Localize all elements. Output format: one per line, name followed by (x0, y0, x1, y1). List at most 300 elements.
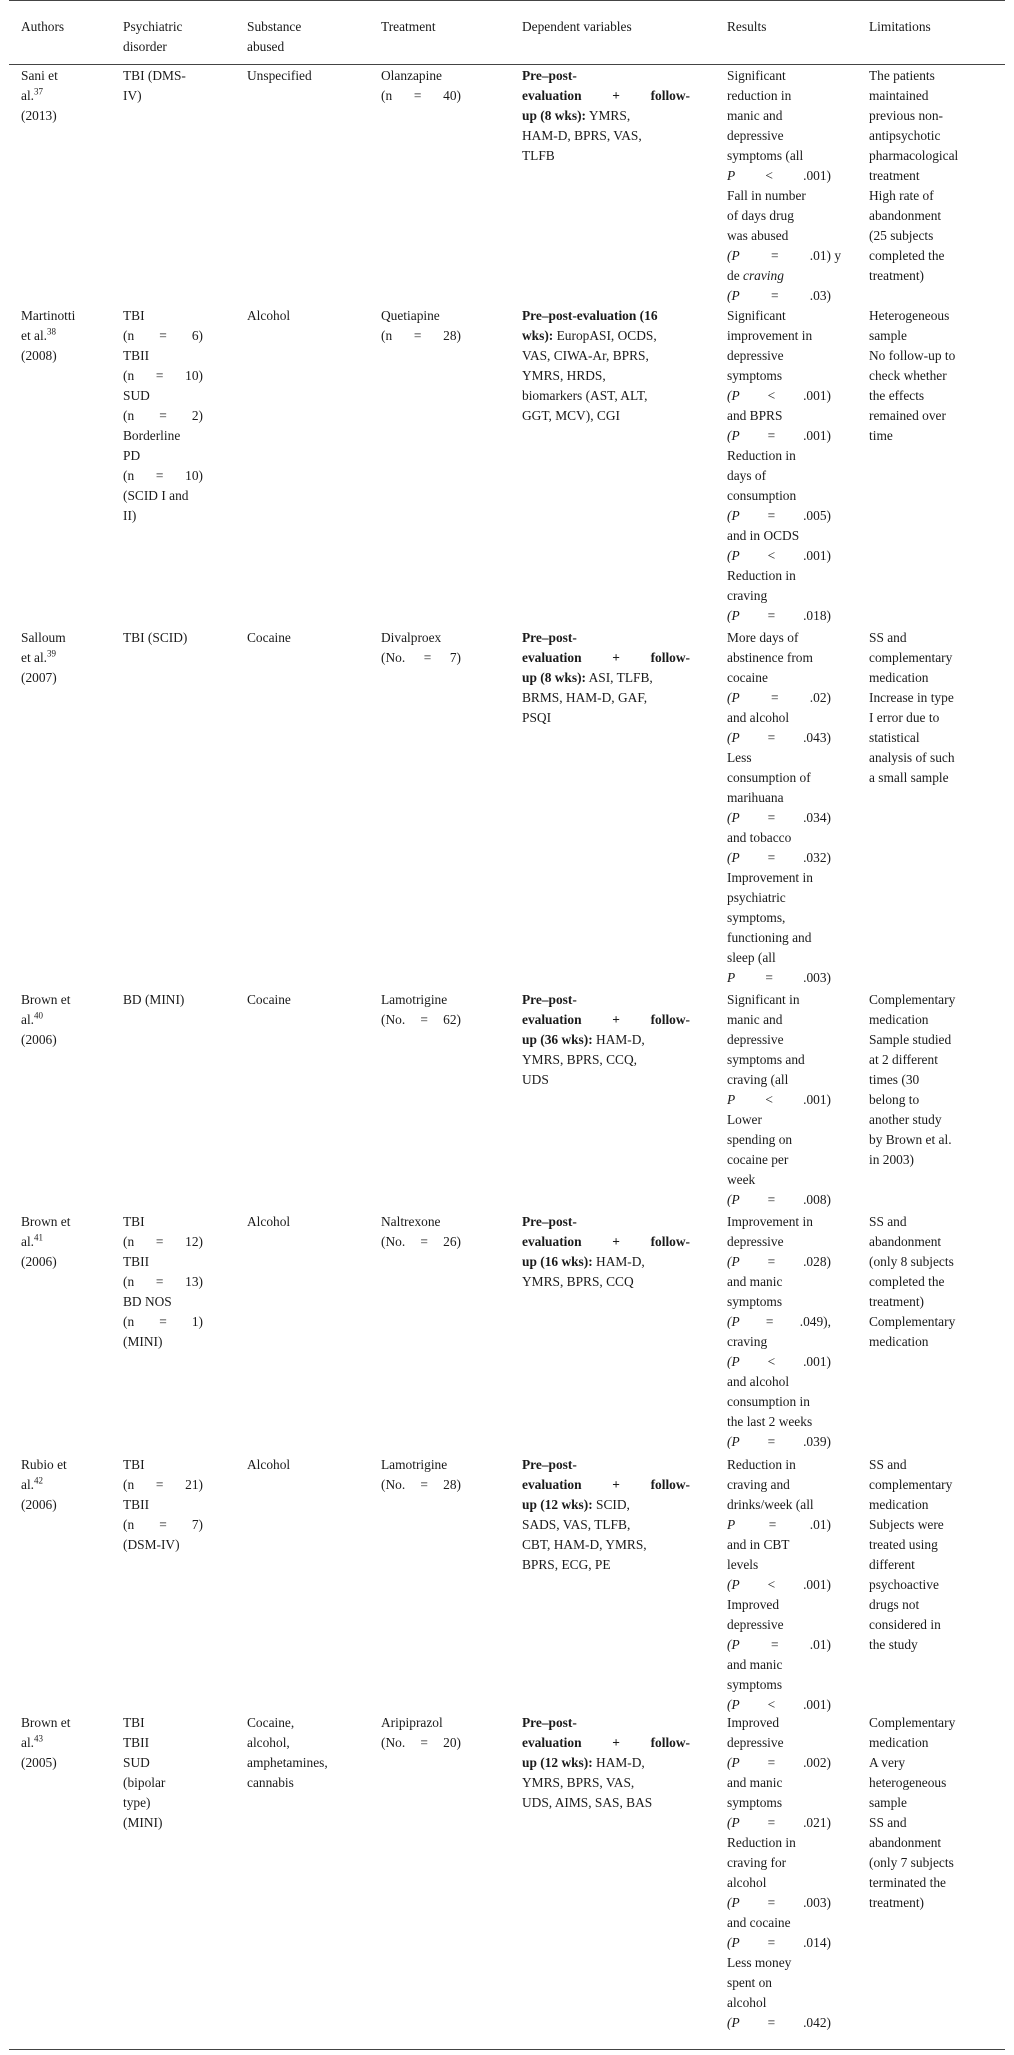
text-fragment: check whether (869, 368, 947, 383)
cell-line (727, 948, 847, 968)
text-fragment: = (159, 408, 167, 423)
text-fragment: time (869, 428, 893, 443)
text-fragment: (n (123, 328, 135, 343)
cell-line (869, 1495, 999, 1515)
cell-line (123, 326, 203, 346)
text-fragment: 7) (449, 650, 461, 665)
cell-line (123, 1535, 223, 1555)
text-fragment: 6) (191, 328, 203, 343)
text-fragment: symptoms, (727, 910, 786, 925)
text-fragment: and manic (727, 1775, 783, 1790)
text-fragment: Olanzapine (381, 68, 442, 83)
text-fragment: depressive (727, 1617, 784, 1632)
cell-line (727, 908, 847, 928)
cell-line (727, 1212, 847, 1232)
cell-line (522, 1455, 690, 1475)
text-fragment: = (155, 1477, 164, 1492)
text-fragment: .001) (803, 1354, 831, 1369)
text-fragment: = (767, 1434, 776, 1449)
text-fragment: up (8 wks): (522, 108, 586, 123)
text-fragment: = (770, 248, 779, 263)
text-fragment: the last 2 weeks (727, 1414, 813, 1429)
text-fragment: treated using (869, 1537, 938, 1552)
text-fragment: I error due to (869, 710, 940, 725)
cell-line (869, 1713, 999, 1733)
text-fragment: (P (727, 730, 740, 745)
text-fragment: abandonment (869, 1234, 942, 1249)
text-fragment: (P (727, 810, 740, 825)
text-fragment: (n (123, 1517, 135, 1532)
cell-line (21, 1733, 70, 1753)
text-fragment: at 2 different (869, 1052, 938, 1067)
cell-line (869, 728, 999, 748)
text-fragment: IV) (123, 88, 142, 103)
text-fragment: .014) (803, 1935, 831, 1950)
text-fragment: TBI (123, 1457, 145, 1472)
cell-line (869, 206, 999, 226)
cell-line (727, 1695, 831, 1715)
treatment-cell (381, 1212, 501, 1252)
text-fragment: functioning and (727, 930, 812, 945)
cell-line (247, 1212, 367, 1232)
text-fragment: follow- (650, 88, 690, 103)
text-fragment: Subjects were (869, 1517, 944, 1532)
text-fragment: + (612, 1477, 620, 1492)
text-fragment: .018) (803, 608, 831, 623)
text-fragment: (2007) (21, 670, 57, 685)
author-cell (21, 306, 75, 366)
text-fragment: BPRS, ECG, PE (522, 1557, 611, 1572)
text-fragment: Complementary (869, 1314, 956, 1329)
cell-line (381, 1733, 461, 1753)
cell-line: (P = .01) y (727, 246, 847, 266)
cell-line (123, 628, 223, 648)
text-fragment: depressive (727, 1735, 784, 1750)
text-fragment: by Brown et al. (869, 1132, 952, 1147)
cell-line (123, 446, 223, 466)
text-fragment: Reduction in (727, 448, 796, 463)
cell-line (869, 708, 999, 728)
text-fragment: = (423, 650, 432, 665)
cell-line (727, 990, 847, 1010)
text-fragment: terminated the (869, 1875, 946, 1890)
dependent-variables-cell (522, 66, 690, 166)
cell-line (21, 1753, 70, 1773)
results-cell (727, 306, 847, 626)
cell-line (727, 1713, 847, 1733)
cell-line (727, 266, 847, 286)
cell-line (727, 1412, 847, 1432)
text-fragment: Fall in number (727, 188, 806, 203)
cell-line (869, 1312, 999, 1332)
cell-line (869, 990, 999, 1010)
cell-line (869, 1615, 999, 1635)
text-fragment: up (8 wks): (522, 670, 586, 685)
text-fragment: = (767, 1192, 776, 1207)
cell-line (522, 106, 690, 126)
text-fragment: consumption in (727, 1394, 810, 1409)
cell-line (727, 1733, 847, 1753)
header-results: Results (727, 19, 767, 34)
cell-line (21, 990, 70, 1010)
cell-line (522, 1070, 690, 1090)
text-fragment: + (612, 1735, 620, 1750)
cell-line (727, 648, 847, 668)
results-cell (727, 1212, 847, 1452)
cell-line (727, 486, 847, 506)
text-fragment: < (767, 1577, 776, 1592)
cell-line (522, 406, 690, 426)
text-fragment: Unspecified (247, 68, 312, 83)
text-fragment: and manic (727, 1657, 783, 1672)
cell-line (727, 306, 847, 326)
text-fragment: Lamotrigine (381, 992, 448, 1007)
author-cell (21, 990, 70, 1050)
text-fragment: Pre–post- (522, 630, 577, 645)
text-fragment: = (767, 810, 776, 825)
treatment-cell (381, 66, 501, 106)
text-fragment: Lamotrigine (381, 1457, 448, 1472)
cell-line (381, 1455, 501, 1475)
cell-line (522, 1252, 690, 1272)
text-fragment: = (420, 1012, 428, 1027)
cell-line (522, 1030, 690, 1050)
cell-line (727, 928, 847, 948)
text-fragment: evaluation (522, 1735, 582, 1750)
text-fragment: P (727, 1092, 736, 1107)
text-fragment: Pre–post- (522, 1214, 577, 1229)
text-fragment: TBI (123, 1715, 145, 1730)
cell-line (869, 1332, 999, 1352)
text-fragment: TBI (123, 1214, 145, 1229)
text-fragment: (only 8 subjects (869, 1254, 954, 1269)
cell-line (869, 226, 999, 246)
text-fragment: evaluation (522, 1012, 582, 1027)
cell-line (869, 1475, 999, 1495)
text-fragment: Quetiapine (381, 308, 440, 323)
text-fragment: SUD (123, 388, 150, 403)
header-substance: Substance abused (247, 19, 302, 54)
cell-line (727, 828, 847, 848)
text-fragment: Pre–post- (522, 68, 577, 83)
text-fragment: considered in (869, 1617, 941, 1632)
text-fragment: Cocaine (247, 630, 291, 645)
text-fragment: TBII (123, 1497, 150, 1512)
text-fragment: (2006) (21, 1254, 57, 1269)
text-fragment: manic and (727, 1012, 783, 1027)
text-fragment: BD (MINI) (123, 992, 185, 1007)
header-limitations: Limitations (869, 19, 931, 34)
text-fragment: = (767, 2015, 776, 2030)
text-fragment: 12) (185, 1234, 203, 1249)
text-fragment: consumption (727, 488, 797, 503)
cell-line (123, 506, 223, 526)
text-fragment: (No. (381, 1477, 406, 1492)
text-fragment: II) (123, 508, 137, 523)
text-fragment: SS and (869, 1214, 907, 1229)
text-fragment: and BPRS (727, 408, 783, 423)
cell-line (21, 1212, 70, 1232)
text-fragment: (n (123, 1477, 135, 1492)
text-fragment: belong to (869, 1092, 920, 1107)
text-fragment: completed the (869, 1274, 945, 1289)
cell-line (123, 346, 223, 366)
cell-line (21, 66, 58, 86)
cell-line (21, 1232, 70, 1252)
text-fragment: P (727, 970, 736, 985)
text-fragment: TBII (123, 348, 150, 363)
dependent-variables-cell (522, 306, 690, 426)
cell-line (522, 66, 690, 86)
results-cell (727, 1455, 847, 1715)
text-fragment: (P (727, 1254, 740, 1269)
text-fragment: (P (727, 1577, 740, 1592)
text-fragment: (P (727, 1697, 740, 1712)
text-fragment: al. (21, 1477, 35, 1492)
text-fragment: treatment) (869, 268, 925, 283)
text-fragment: (2006) (21, 1032, 57, 1047)
cell-line (727, 1352, 831, 1372)
text-fragment: 28) (443, 1477, 461, 1492)
cell-line (727, 606, 831, 626)
cell-line (381, 1212, 501, 1232)
cell-line (869, 628, 999, 648)
text-fragment: (n (123, 408, 135, 423)
cell-line (522, 1713, 690, 1733)
text-fragment: = (767, 730, 776, 745)
text-fragment: craving and (727, 1477, 790, 1492)
cell-line (21, 668, 66, 688)
cell-line (381, 1010, 461, 1030)
text-fragment: (n (123, 368, 135, 383)
text-fragment: Cocaine, (247, 1715, 295, 1730)
text-fragment: (P (727, 850, 740, 865)
text-fragment: YMRS, (588, 108, 631, 123)
cell-line (869, 166, 999, 186)
text-fragment: = (767, 1935, 776, 1950)
cell-line (727, 366, 847, 386)
text-fragment: = (159, 1517, 167, 1532)
cell-line (727, 1873, 847, 1893)
cell-line (123, 1515, 203, 1535)
text-fragment: (P (727, 1755, 740, 1770)
text-fragment: 26) (443, 1234, 461, 1249)
text-fragment: PD (123, 448, 141, 463)
text-fragment: spending on (727, 1132, 793, 1147)
text-fragment: and alcohol (727, 1374, 790, 1389)
text-fragment: abandonment (869, 208, 942, 223)
cell-line (869, 386, 999, 406)
text-fragment: = (155, 468, 164, 483)
cell-line (869, 1070, 999, 1090)
text-fragment: depressive (727, 128, 784, 143)
cell-line (727, 1495, 847, 1515)
cell-line (381, 326, 461, 346)
author-cell (21, 66, 58, 126)
text-fragment: antipsychotic (869, 128, 941, 143)
text-fragment: (MINI) (123, 1334, 163, 1349)
cell-line (869, 1873, 999, 1893)
cell-line (727, 1515, 831, 1535)
cell-line (727, 386, 831, 406)
cell-line (727, 1993, 847, 2013)
cell-line (869, 426, 999, 446)
text-fragment: = (420, 1477, 428, 1492)
text-fragment: Improved (727, 1597, 780, 1612)
text-fragment: HAM-D, (596, 1032, 645, 1047)
text-fragment: (MINI) (123, 1815, 163, 1830)
text-fragment: 21) (185, 1477, 203, 1492)
limitations-cell (869, 990, 999, 1170)
text-fragment: Divalproex (381, 630, 442, 645)
limitations-cell (869, 66, 999, 286)
cell-line (727, 768, 847, 788)
cell-line (247, 306, 367, 326)
cell-line (522, 708, 690, 728)
text-fragment: depressive (727, 1234, 784, 1249)
cell-line (381, 1232, 461, 1252)
cell-line (21, 648, 66, 668)
text-fragment: Reduction in (727, 1457, 796, 1472)
text-fragment: .005) (803, 508, 831, 523)
text-fragment: (bipolar (123, 1775, 166, 1790)
text-fragment: (P (727, 1354, 740, 1369)
cell-line (727, 1070, 847, 1090)
cell-line (123, 1455, 223, 1475)
cell-line (21, 106, 58, 126)
text-fragment: = (767, 608, 776, 623)
text-fragment: Lower (727, 1112, 762, 1127)
text-fragment: GGT, MCV), CGI (522, 408, 620, 423)
cell-line (869, 1050, 999, 1070)
author-cell (21, 1713, 70, 1773)
cell-line (727, 1893, 831, 1913)
cell-line (381, 86, 461, 106)
text-fragment: up (12 wks): (522, 1497, 593, 1512)
text-fragment: .01) (809, 1517, 831, 1532)
cell-line (727, 748, 847, 768)
text-fragment: = (159, 328, 167, 343)
text-fragment: = (767, 508, 776, 523)
text-fragment: Less money (727, 1955, 792, 1970)
text-fragment: (n (123, 1234, 135, 1249)
cell-line (247, 628, 367, 648)
text-fragment: .01) (809, 1637, 831, 1652)
cell-line (727, 326, 847, 346)
text-fragment: medication (869, 1497, 929, 1512)
cell-line (727, 1813, 831, 1833)
cell-line (21, 326, 75, 346)
text-fragment: .008) (803, 1192, 831, 1207)
text-fragment: Salloum (21, 630, 66, 645)
text-fragment: YMRS, BPRS, VAS, (522, 1775, 635, 1790)
text-fragment: (P (727, 548, 740, 563)
text-fragment: amphetamines, (247, 1755, 328, 1770)
cell-line (727, 566, 847, 586)
cell-line (727, 166, 831, 186)
text-fragment: Significant (727, 68, 786, 83)
cell-line (727, 788, 847, 808)
cell-line (123, 426, 223, 446)
cell-line (123, 1813, 223, 1833)
header-dependent-variables: Dependent variables (522, 19, 632, 34)
cell-line (522, 648, 690, 668)
text-fragment: .034) (803, 810, 831, 825)
cell-line (381, 648, 461, 668)
text-fragment: HAM-D, (596, 1755, 645, 1770)
text-fragment: .032) (803, 850, 831, 865)
header-treatment: Treatment (381, 19, 436, 34)
treatment-cell (381, 306, 501, 346)
reference-number: 39 (47, 648, 57, 659)
text-fragment: 62) (443, 1012, 461, 1027)
cell-line (727, 1272, 847, 1292)
text-fragment: BRMS, HAM-D, GAF, (522, 690, 648, 705)
cell-line (123, 1475, 203, 1495)
text-fragment: a small sample (869, 770, 949, 785)
cell-line (522, 1733, 690, 1753)
cell-line (21, 1475, 67, 1495)
cell-line (727, 1675, 847, 1695)
cell-line (727, 1010, 847, 1030)
text-fragment: .03) (809, 288, 831, 303)
text-fragment: PSQI (522, 710, 552, 725)
cell-line (522, 126, 690, 146)
text-fragment: sample (869, 1795, 907, 1810)
text-fragment: = (770, 288, 779, 303)
text-fragment: (n (381, 328, 393, 343)
cell-line (727, 126, 847, 146)
cell-line (727, 1793, 847, 1813)
text-fragment: Improvement in (727, 870, 813, 885)
cell-line (727, 728, 831, 748)
text-fragment: evaluation (522, 1234, 582, 1249)
text-fragment: 20) (443, 1735, 461, 1750)
results-cell (727, 628, 847, 988)
reference-number: 40 (34, 1010, 44, 1021)
text-fragment: = (767, 428, 776, 443)
cell-line (869, 1773, 999, 1793)
text-fragment: = (767, 1815, 776, 1830)
text-fragment: symptoms (727, 368, 783, 383)
text-fragment: remained over (869, 408, 946, 423)
text-fragment: follow- (650, 1477, 690, 1492)
cell-line (727, 968, 831, 988)
text-fragment: .001) (803, 428, 831, 443)
cell-line (727, 868, 847, 888)
text-fragment: Sample studied (869, 1032, 952, 1047)
text-fragment: = (768, 1517, 777, 1532)
text-fragment: days of (727, 468, 767, 483)
text-fragment: (No. (381, 1234, 406, 1249)
text-fragment: TLFB (522, 148, 555, 163)
text-fragment: and manic (727, 1274, 783, 1289)
text-fragment: (2005) (21, 1755, 57, 1770)
cell-line (727, 1773, 847, 1793)
text-fragment: 1) (191, 1314, 203, 1329)
text-fragment: follow- (650, 1012, 690, 1027)
text-fragment: = (765, 1314, 774, 1329)
cell-line (522, 326, 690, 346)
cell-line (522, 86, 690, 106)
cell-line (522, 628, 690, 648)
text-fragment: EuropASI, OCDS, (556, 328, 657, 343)
cell-line (522, 668, 690, 688)
text-fragment: Brown et (21, 1715, 71, 1730)
text-fragment: = (765, 970, 773, 985)
text-fragment: SCID, (596, 1497, 630, 1512)
cell-line (869, 1535, 999, 1555)
